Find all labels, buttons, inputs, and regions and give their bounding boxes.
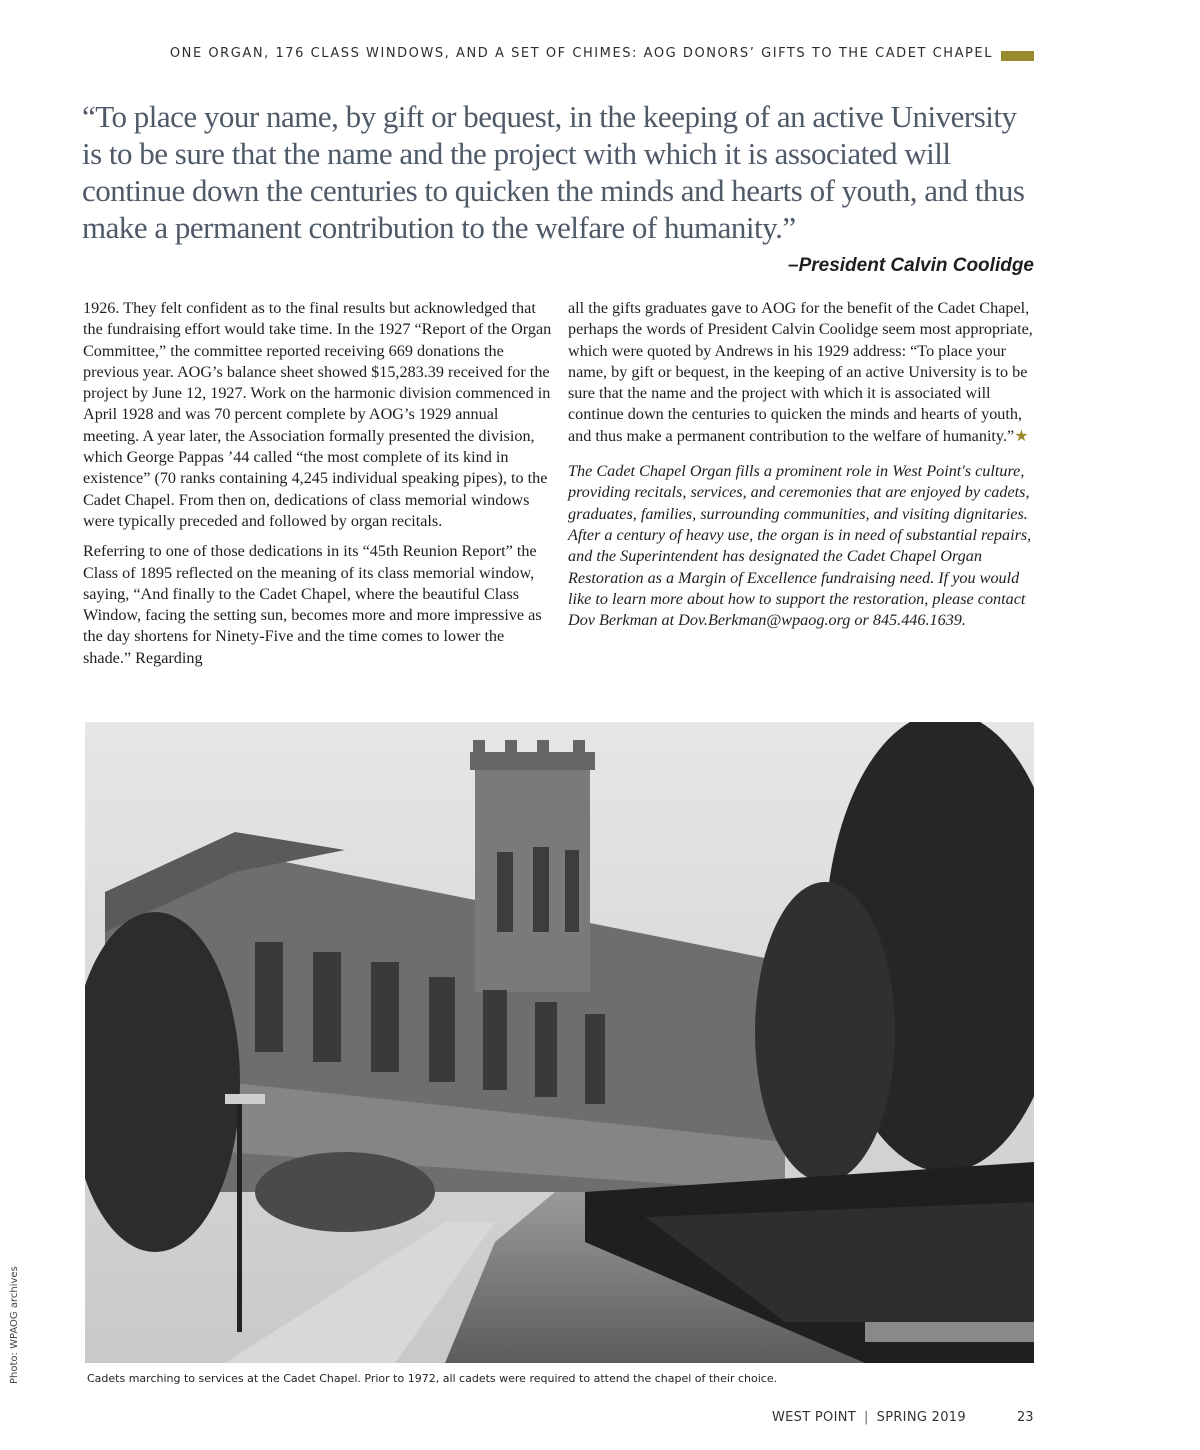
restoration-note: The Cadet Chapel Organ fills a prominent role in West Point's culture, providing recitals, services, and ceremonies that are enjoyed by cadets, graduates, families, surrounding communities, and visiting dignitaries. After a century of heavy use, the organ is in need of substantial repairs, and the Superintendent has designated the Cadet Chapel Organ Restoration as a Margin of Excellence fundraising need. If you would like to learn more about how to support the restoration, please contact Dov Berkman at Dov.Berkman@wpaog.org or 845.446.1639. bbox=[568, 462, 1032, 630]
running-head: ONE ORGAN, 176 CLASS WINDOWS, AND A SET OF CHIMES: AOG DONORS’ GIFTS TO THE CADET CHAPEL bbox=[169, 46, 993, 61]
body-column-right bbox=[568, 298, 1036, 640]
footer bbox=[772, 1410, 966, 1425]
header-accent-bar bbox=[1001, 51, 1034, 61]
star-icon: ★ bbox=[1014, 427, 1029, 445]
publication-name: WEST POINT bbox=[772, 1410, 856, 1425]
photo-caption: Cadets marching to services at the Cadet Chapel. Prior to 1972, all cadets were required to attend the chapel of their choice. bbox=[87, 1372, 778, 1385]
pull-quote: “To place your name, by gift or bequest, in the keeping of an active University is to be sure that the name and the project with which it is associated will continue down the centuries to quicken the minds and hearts of youth, and thus make a permanent contribution to the welfare of humanity.” bbox=[82, 99, 1025, 245]
body-paragraph-text: all the gifts graduates gave to AOG for the benefit of the Cadet Chapel, perhaps the words of President Calvin Coolidge seem most appropriate, which were quoted by Andrews in his 1929 address: “To place your name, by gift or bequest, in the keeping of an active University is to be sure that the name and the project with which it is associated will continue down the centuries to quicken the minds and hearts of youth, and thus make a permanent contribution to the welfare of humanity.” bbox=[568, 299, 1033, 445]
page-number: 23 bbox=[1017, 1410, 1034, 1425]
cadet-chapel-photo-icon bbox=[85, 722, 1034, 1363]
body-column-left bbox=[83, 298, 553, 678]
chapel-photo bbox=[85, 722, 1034, 1363]
pull-quote-attribution: –President Calvin Coolidge bbox=[788, 255, 1034, 276]
body-paragraph bbox=[568, 298, 1036, 447]
photo-credit: Photo: WPAOG archives bbox=[9, 1266, 20, 1384]
body-paragraph: 1926. They felt confident as to the final results but acknowledged that the fundraising effort would take time. In the 1927 “Report of the Organ Committee,” the committee reported receiving 669 donations the previous year. AOG’s balance sheet showed $15,283.39 received for the project by June 12, 1927. Work on the harmonic division commenced in April 1928 and was 70 percent complete by AOG’s 1929 annual meeting. A year later, the Association formally presented the division, which George Pappas ’44 called “the most complete of its kind in existence” (70 ranks containing 4,245 individual speaking pipes), to the Cadet Chapel. From then on, dedications of class memorial windows were typically preceded and followed by organ recitals. bbox=[83, 299, 552, 530]
footer-separator: | bbox=[863, 1410, 869, 1425]
body-paragraph: Referring to one of those dedications in its “45th Reunion Report” the Class of 1895 reflected on the meaning of its class memorial window, saying, “And finally to the Cadet Chapel, where the beautiful Class Window, facing the setting sun, becomes more and more impressive as the day shortens for Ninety-Five and the time comes to lower the shade.” Regarding bbox=[83, 542, 542, 667]
issue-label: SPRING 2019 bbox=[876, 1410, 966, 1425]
